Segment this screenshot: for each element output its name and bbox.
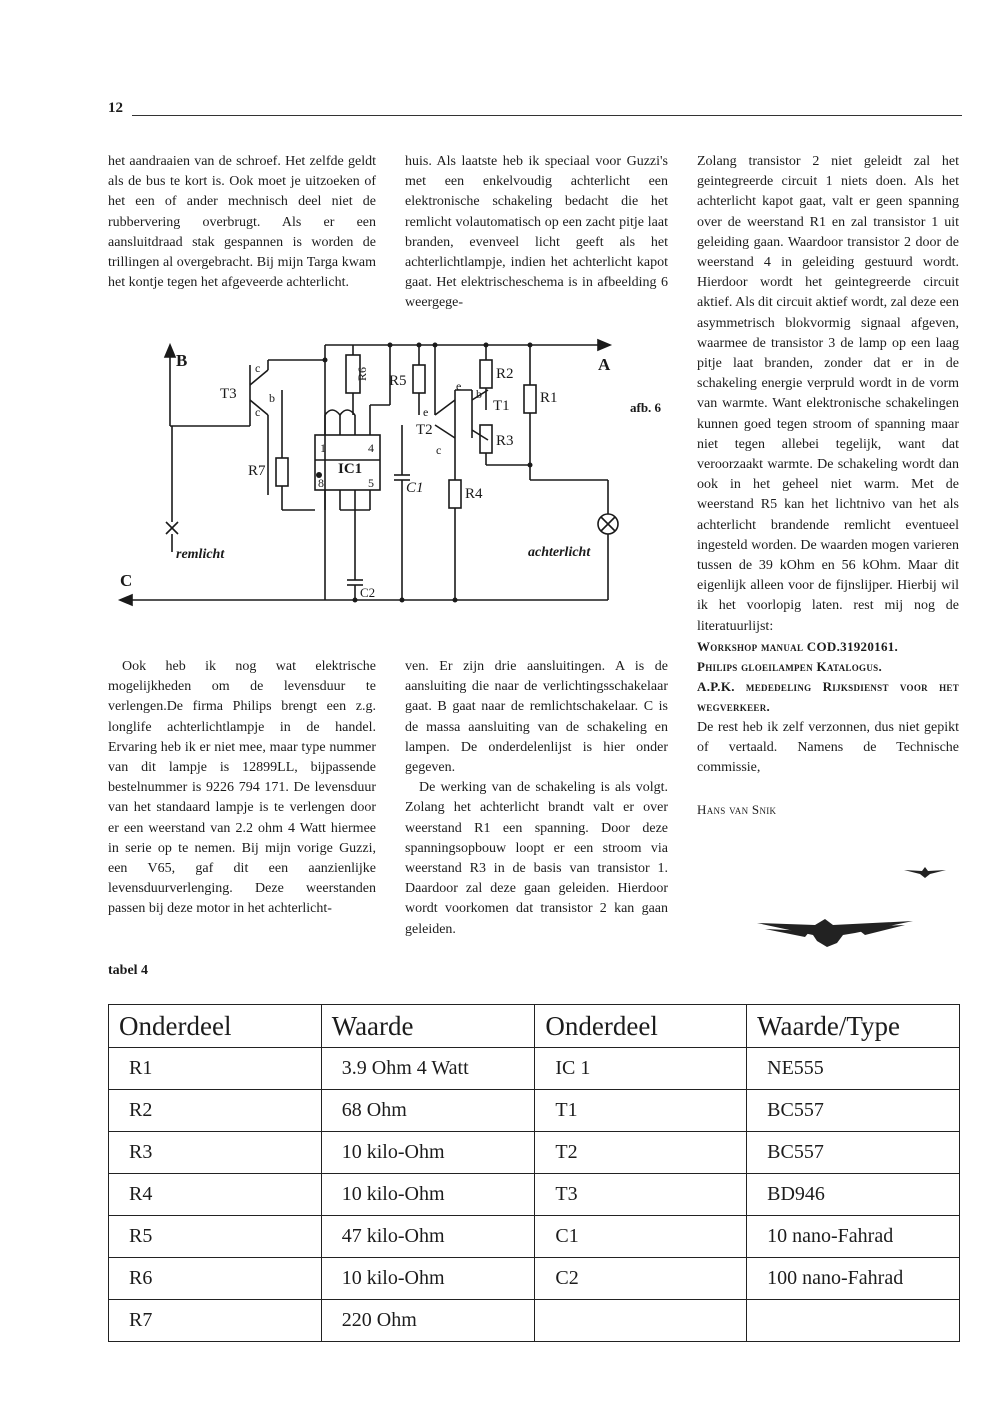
ic-pin-label: 1: [320, 441, 326, 455]
table-cell: 47 kilo-Ohm: [321, 1216, 535, 1258]
paragraph: Ook heb ik nog wat elektrische mogelijkheden om de levensduur te verlengen.De firma Philips brengt een z.g. longlife achterlichtlampje in de handel. Ervaring heb ik er niet mee, maar type nummer van dit lampje is 12899LL, bijpassende bestelnummer is 9226 794 171. De levensduur van het standaard lampje is te verlengen door er een weerstand van 2.2 ohm 4 Watt hiermee in serie op te nemen. Bij mijn vorige Guzzi, een V65, gaf dit een aanzienlijke levensduurverlenging. Deze weerstanden passen bij deze motor in het achterlicht-: [108, 659, 376, 917]
table-row: [109, 1132, 960, 1174]
achterlicht-label: achterlicht: [528, 545, 591, 560]
ic-pin-label: 4: [368, 441, 374, 455]
table-cell: 10 kilo-Ohm: [321, 1258, 535, 1300]
table-cell: R1: [109, 1048, 322, 1090]
c2-label: C2: [360, 585, 376, 600]
table-cell: 10 nano-Fahrad: [747, 1216, 960, 1258]
table-cell: [535, 1300, 747, 1342]
table-cell: IC 1: [535, 1048, 747, 1090]
page-number: 12: [108, 100, 123, 116]
table-cell: R6: [109, 1258, 322, 1300]
table-cell: C1: [535, 1216, 747, 1258]
table-cell: 10 kilo-Ohm: [321, 1174, 535, 1216]
transistor-pin-label: c: [255, 405, 261, 419]
transistor-pin-label: e: [456, 379, 462, 393]
r7-label: R7: [248, 463, 266, 479]
table-cell: C2: [535, 1258, 747, 1300]
ic-pin-label: 8: [318, 476, 324, 490]
table-header-row: [109, 1005, 960, 1048]
table-cell: R2: [109, 1090, 322, 1132]
table-row: [109, 1048, 960, 1090]
author-name: Hans van Snik: [697, 802, 777, 818]
table-cell: [747, 1300, 960, 1342]
transistor-pin-label: c: [436, 443, 442, 457]
table-cell: NE555: [747, 1048, 960, 1090]
table-cell: 68 Ohm: [321, 1090, 535, 1132]
terminal-a-label: A: [598, 355, 611, 374]
table-cell: T1: [535, 1090, 747, 1132]
table-row: [109, 1090, 960, 1132]
paragraph: De werking van de schakeling is als volgt. Zolang het achterlicht brandt valt er over weerstand R1 een spanning. Door deze spanningsopbouw loopt er een stroom via weerstand R3 in de basis van transistor 1. Daardoor zal deze gaan geleiden. Hierdoor wordt voorkomen dat transistor 2 kan gaan geleiden.: [405, 780, 668, 937]
transistor-pin-label: c: [255, 361, 261, 375]
table-cell: 10 kilo-Ohm: [321, 1132, 535, 1174]
t3-label: T3: [220, 386, 237, 402]
ic1-label: IC1: [338, 461, 363, 477]
reference-item: Workshop manual COD.31920161.: [697, 638, 899, 654]
header-rule: [132, 115, 962, 116]
column-1-top: [108, 152, 376, 293]
r6-label: R6: [355, 366, 369, 381]
table-row: [109, 1258, 960, 1300]
circuit-diagram: [110, 330, 670, 620]
r2-label: R2: [496, 366, 514, 382]
table-cell: R7: [109, 1300, 322, 1342]
column-header: Waarde: [321, 1005, 535, 1048]
table-row: [109, 1174, 960, 1216]
r4-label: R4: [465, 486, 483, 502]
column-2-top: [405, 152, 668, 314]
r5-label: R5: [389, 373, 407, 389]
column-header: Waarde/Type: [747, 1005, 960, 1048]
table-cell: R3: [109, 1132, 322, 1174]
paragraph: De rest heb ik zelf verzonnen, dus niet gepikt of vertaald. Namens de Technische commissie,: [697, 719, 959, 776]
table-cell: 220 Ohm: [321, 1300, 535, 1342]
table-cell: 100 nano-Fahrad: [747, 1258, 960, 1300]
reference-list: [697, 637, 959, 718]
table-cell: T3: [535, 1174, 747, 1216]
transistor-pin-label: e: [423, 405, 429, 419]
table-cell: T2: [535, 1132, 747, 1174]
small-eagle-icon: [900, 862, 950, 882]
table-label: tabel 4: [108, 963, 149, 978]
table-cell: BD946: [747, 1174, 960, 1216]
reference-item: Philips gloeilampen Katalogus.: [697, 659, 882, 675]
t2-label: T2: [416, 422, 433, 438]
paragraph: ven. Er zijn drie aansluitingen. A is de aansluiting die naar de verlichtingsschakelaar gaat. B gaat naar de remlichtschakelaar. C is de massa aansluiting van de schakeling en lampen. De onderdelenlijst is hier onder gegeven.: [405, 659, 668, 776]
parts-table: [108, 1004, 960, 1342]
column-3: [697, 152, 959, 821]
r1-label: R1: [540, 390, 558, 406]
table-row: [109, 1300, 960, 1342]
terminal-b-label: B: [176, 351, 188, 370]
c1-label: C1: [406, 480, 424, 496]
table-cell: 3.9 Ohm 4 Watt: [321, 1048, 535, 1090]
table-cell: BC557: [747, 1132, 960, 1174]
reference-item: A.P.K. mededeling Rijksdienst voor het wegverkeer.: [697, 679, 959, 715]
table-cell: BC557: [747, 1090, 960, 1132]
transistor-pin-label: b: [269, 391, 275, 405]
transistor-pin-label: b: [476, 387, 482, 401]
paragraph: huis. Als laatste heb ik speciaal voor Guzzi's met een enkelvoudig achterlicht een elektronische schakeling bedacht die het remlicht volautomatisch op een zacht pitje laat branden, evenveel licht geeft als het achterlichtlampje, indien het achterlicht kapot gaat. Het elektrischeschema is in afbeelding 6 weergege-: [405, 154, 668, 311]
table-row: [109, 1216, 960, 1258]
t1-label: T1: [493, 398, 510, 414]
eagle-logo-icon: [755, 905, 915, 955]
paragraph: het aandraaien van de schroef. Het zelfde geldt als de bus te kort is. Ook moet je uitzoeken of het een of ander mechnisch deel niet de rubbervering overbrugt. Als er een aansluitdraad stak gespannen is worden de trillingen al overgebracht. Bij mijn Targa kwam het kontje tegen het afgeveerde achterlicht.: [108, 154, 376, 291]
column-2-bottom: [405, 657, 668, 940]
ic-pin-label: 5: [368, 476, 374, 490]
column-header: Onderdeel: [109, 1005, 322, 1048]
paragraph: Zolang transistor 2 niet geleidt zal het geintegreerde circuit 1 niets doen. Als het achterlicht kapot gaat, valt er geen spanning over de weerstand R1 en zal transistor 1 uit geleiding gaan. Waardoor transistor 2 door de weerstand 4 in geleiding gestuurd wordt. Hierdoor wordt het geintegreerde circuit aktief. Als dit circuit aktief wordt, zal deze een asymmetrisch blokvormig signaal afgeven, waarmee de transistor 3 de lamp op een laag pitje laat branden, zonder dat er in de schakeling energie verpruld wordt in de vorm van warmte. Want elektronische schakelingen kunnen goed tegen stroom of spanning maar niet tegen allebei tegelijk, want dat veroorzaakt warmte. De schakeling wordt dan ook in het geheel niet warm. Met de weerstand R5 kan het lichtnivo van het als achterlicht brandende remlicht eventueel ingesteld worden. De waarden mogen varieren tussen de 39 kOhm en 56 kOhm. Maar dit eigenlijk alleen voor de fijnslijper. Hierbij wil ik het voorlopig laten. rest mij nog de literatuurlijst:: [697, 154, 960, 634]
r3-label: R3: [496, 433, 514, 449]
column-1-bottom: [108, 657, 376, 920]
table-cell: R4: [109, 1174, 322, 1216]
remlicht-label: remlicht: [176, 547, 225, 562]
figure-caption: afb. 6: [630, 400, 662, 415]
terminal-c-label: C: [120, 571, 133, 590]
column-header: Onderdeel: [535, 1005, 747, 1048]
table-cell: R5: [109, 1216, 322, 1258]
